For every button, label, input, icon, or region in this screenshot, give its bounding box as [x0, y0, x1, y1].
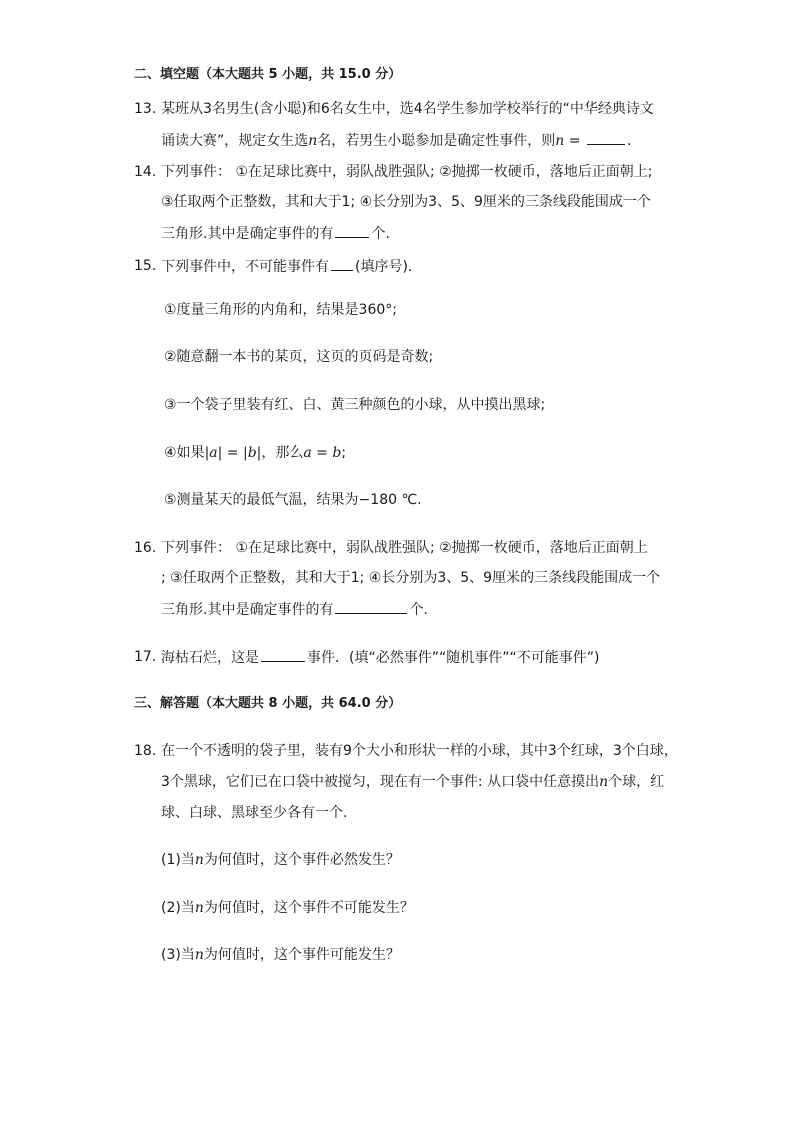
question-15-text: ④如果: [164, 445, 205, 461]
question-18-sub-1: [161, 850, 400, 870]
question-13-text: 诵读大赛”，规定女生选: [161, 133, 309, 149]
question-14-line-1: 下列事件： ①在足球比赛中，弱队战胜强队; ②抛掷一枚硬币，落地后正面朝上;: [161, 164, 653, 180]
question-14-text: 个.: [371, 226, 390, 242]
question-15-text: 下列事件中，不可能事件有: [161, 259, 329, 275]
question-15-text: ;: [341, 445, 347, 461]
question-18-text: 为何值时，这个事件可能发生？: [203, 947, 400, 963]
answer-blank[interactable]: [261, 647, 305, 662]
question-14-line-2: ③任取两个正整数，其和大于1; ④长分别为3、5、9厘米的三条线段能围成一个: [161, 194, 651, 210]
question-14-text: 三角形.其中是确定事件的有: [161, 226, 334, 242]
variable-n: n: [555, 133, 565, 149]
question-14-line-3: [161, 223, 390, 244]
math-expression: a = b: [303, 445, 342, 461]
question-15-option-4: [164, 443, 346, 463]
question-15-option-1: ①度量三角形的内角和，结果是360°;: [164, 302, 397, 318]
question-18-text: 为何值时，这个事件必然发生？: [203, 852, 400, 868]
variable-n: n: [194, 900, 204, 916]
question-13-text: 名，若男生小聪参加是确定性事件，则: [317, 133, 556, 149]
question-16-text: 三角形.其中是确定事件的有: [161, 602, 334, 618]
question-17-text: 海枯石烂，这是: [161, 650, 259, 666]
question-15-number: 15.: [134, 258, 157, 274]
answer-blank[interactable]: [335, 599, 407, 614]
question-15-option-3: ③一个袋子里装有红、白、黄三种颜色的小球，从中摸出黑球;: [164, 397, 546, 413]
question-15-option-5: ⑤测量某天的最低气温，结果为−180 ℃.: [164, 492, 422, 508]
period: .: [626, 133, 632, 149]
question-18-text: 3个黑球，它们已在口袋中被搅匀，现在有一个事件: 从口袋中任意摸出: [161, 774, 600, 790]
question-18-line-3: 球、白球、黑球至少各有一个.: [161, 805, 348, 821]
question-18-text: (1)当: [161, 852, 195, 868]
section-title-answer: 三、解答题（本大题共 8 小题，共 64.0 分）: [134, 696, 402, 711]
question-13-number: 13.: [134, 101, 157, 117]
question-16-number: 16.: [134, 540, 157, 556]
variable-n: n: [194, 852, 204, 868]
question-18-text: (2)当: [161, 900, 195, 916]
question-14-number: 14.: [134, 164, 157, 180]
equals-sign: =: [564, 133, 585, 149]
answer-blank[interactable]: [331, 256, 353, 271]
question-16-line-1: 下列事件： ①在足球比赛中，弱队战胜强队; ②抛掷一枚硬币，落地后正面朝上: [161, 540, 648, 556]
question-18-text: 个球，红: [608, 774, 665, 790]
question-16-line-2: ; ③任取两个正整数，其和大于1; ④长分别为3、5、9厘米的三条线段能围成一个: [161, 570, 661, 586]
question-18-text: 为何值时，这个事件不可能发生？: [203, 900, 414, 916]
variable-n: n: [308, 133, 318, 149]
variable-n: n: [194, 947, 204, 963]
question-18-sub-3: [161, 945, 400, 965]
math-expression: |a| = |b|: [204, 445, 262, 461]
question-13-line-1: 某班从3名男生(含小聪)和6名女生中，选4名学生参加学校举行的“中华经典诗文: [161, 101, 654, 117]
question-18-number: 18.: [134, 743, 157, 759]
question-13-line-2: [161, 130, 631, 151]
question-17-text: 事件．(填“必然事件”“随机事件”“不可能事件”): [307, 650, 600, 666]
question-15-text: ，那么: [261, 445, 304, 461]
question-18-line-1: 在一个不透明的袋子里，装有9个大小和形状一样的小球，其中3个红球，3个白球，: [161, 743, 678, 759]
answer-blank[interactable]: [587, 130, 625, 145]
question-16-line-3: [161, 599, 428, 620]
question-15-option-2: ②随意翻一本书的某页，这页的页码是奇数;: [164, 349, 434, 365]
answer-blank[interactable]: [335, 223, 369, 238]
variable-n: n: [599, 774, 609, 790]
question-18-line-2: [161, 772, 664, 792]
question-17-number: 17.: [134, 649, 157, 665]
section-title-fill-blank: 二、填空题（本大题共 5 小题，共 15.0 分）: [134, 67, 402, 82]
question-18-text: (3)当: [161, 947, 195, 963]
question-17-line: [161, 647, 599, 668]
question-15-stem: [161, 256, 422, 277]
question-16-text: 个.: [409, 602, 428, 618]
question-18-sub-2: [161, 898, 414, 918]
question-15-text: (填序号)．: [355, 259, 422, 275]
